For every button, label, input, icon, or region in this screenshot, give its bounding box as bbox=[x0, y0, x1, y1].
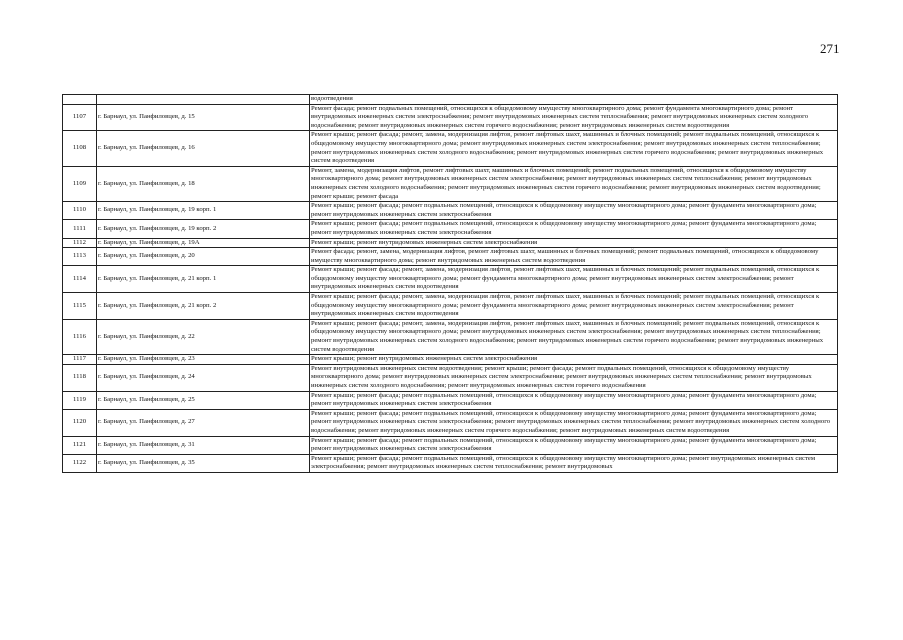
row-number: 1115 bbox=[63, 293, 97, 320]
page-number: 271 bbox=[820, 41, 840, 56]
table-row bbox=[63, 293, 838, 320]
row-works: Ремонт крыши; ремонт фасада; ремонт подвальных помещений, относящихся к общедомовому имуществу многоквартирного дома; ремонт фундамента многоквартирного дома; ремонт внутридомовых инженерных систем электроснабжения bbox=[310, 202, 838, 220]
row-address: г. Барнаул, ул. Панфиловцев, д. 16 bbox=[97, 131, 310, 166]
row-works: Ремонт крыши; ремонт внутридомовых инженерных систем электроснабжения bbox=[310, 355, 838, 365]
row-number: 1108 bbox=[63, 131, 97, 166]
row-number: 1111 bbox=[63, 220, 97, 238]
row-works: Ремонт крыши; ремонт фасада; ремонт, замена, модернизация лифтов, ремонт лифтовых шахт, машинных и блочных помещений; ремонт подвальных помещений, относящихся к общедомовому имуществу многоквартирного дома; ремонт фундамента многоквартирного дома; ремонт внутридомовых инженерных систем электроснабжения; ремонт внутридомовых инженерных систем водоотведения bbox=[310, 293, 838, 320]
row-number: 1116 bbox=[63, 319, 97, 354]
row-address: г. Барнаул, ул. Панфиловцев, д. 24 bbox=[97, 364, 310, 391]
row-works: Ремонт крыши; ремонт внутридомовых инженерных систем электроснабжения bbox=[310, 238, 838, 248]
row-address: г. Барнаул, ул. Панфиловцев, д. 19А bbox=[97, 238, 310, 248]
row-address: г. Барнаул, ул. Панфиловцев, д. 21 корп. 1 bbox=[97, 266, 310, 293]
row-works: Ремонт крыши; ремонт фасада; ремонт, замена, модернизация лифтов, ремонт лифтовых шахт, машинных и блочных помещений; ремонт подвальных помещений, относящихся к общедомовому имуществу многоквартирного дома; ремонт фундамента многоквартирного дома; ремонт внутридомовых инженерных систем электроснабжения; ремонт внутридомовых инженерных систем водоотведения bbox=[310, 266, 838, 293]
table-row bbox=[63, 391, 838, 409]
table-row bbox=[63, 454, 838, 472]
row-address bbox=[97, 95, 310, 105]
row-number: 1110 bbox=[63, 202, 97, 220]
table-row bbox=[63, 104, 838, 131]
row-works: Ремонт, замена, модернизация лифтов, ремонт лифтовых шахт, машинных и блочных помещений; ремонт подвальных помещений, относящихся к общедомовому имуществу многоквартирного дома; ремонт внутридомовых инженерных систем электроснабжения; ремонт внутридомовых инженерных систем теплоснабжения; ремонт внутридомовых инженерных систем холодного водоснабжения; ремонт внутридомовых инженерных систем горячего водоснабжения; ремонт внутридомовых инженерных систем водоотведения; ремонт крыши; ремонт фасада bbox=[310, 166, 838, 201]
table-row bbox=[63, 364, 838, 391]
row-number: 1119 bbox=[63, 391, 97, 409]
table-row bbox=[63, 95, 838, 105]
row-number: 1118 bbox=[63, 364, 97, 391]
row-number: 1114 bbox=[63, 266, 97, 293]
row-number: 1109 bbox=[63, 166, 97, 201]
row-number: 1112 bbox=[63, 238, 97, 248]
row-works: водоотведения bbox=[310, 95, 838, 105]
row-works: Ремонт крыши; ремонт фасада; ремонт, замена, модернизация лифтов, ремонт лифтовых шахт, машинных и блочных помещений; ремонт подвальных помещений, относящихся к общедомовому имуществу многоквартирного дома; ремонт внутридомовых инженерных систем электроснабжения; ремонт внутридомовых инженерных систем теплоснабжения; ремонт внутридомовых инженерных систем холодного водоснабжения; ремонт внутридомовых инженерных систем горячего водоснабжения; ремонт внутридомовых инженерных систем водоотведения bbox=[310, 131, 838, 166]
row-works: Ремонт крыши; ремонт фасада; ремонт подвальных помещений, относящихся к общедомовому имуществу многоквартирного дома; ремонт фундамента многоквартирного дома; ремонт внутридомовых инженерных систем электроснабжения bbox=[310, 436, 838, 454]
row-number: 1117 bbox=[63, 355, 97, 365]
table-body bbox=[63, 95, 838, 473]
row-address: г. Барнаул, ул. Панфиловцев, д. 21 корп. 2 bbox=[97, 293, 310, 320]
table-row bbox=[63, 355, 838, 365]
row-works: Ремонт крыши; ремонт фасада; ремонт подвальных помещений, относящихся к общедомовому имуществу многоквартирного дома; ремонт фундамента многоквартирного дома; ремонт внутридомовых инженерных систем электроснабжения; ремонт внутридомовых инженерных систем теплоснабжения; ремонт внутридомовых инженерных систем холодного водоснабжения; ремонт внутридомовых инженерных систем горячего водоснабжения; ремонт внутридомовых инженерных систем водоотведения bbox=[310, 409, 838, 436]
table-row bbox=[63, 166, 838, 201]
row-address: г. Барнаул, ул. Панфиловцев, д. 19 корп. 2 bbox=[97, 220, 310, 238]
repair-register-table bbox=[62, 94, 838, 473]
row-address: г. Барнаул, ул. Панфиловцев, д. 19 корп. 1 bbox=[97, 202, 310, 220]
row-address: г. Барнаул, ул. Панфиловцев, д. 23 bbox=[97, 355, 310, 365]
row-address: г. Барнаул, ул. Панфиловцев, д. 18 bbox=[97, 166, 310, 201]
row-works: Ремонт крыши; ремонт фасада; ремонт подвальных помещений, относящихся к общедомовому имуществу многоквартирного дома; ремонт фундамента многоквартирного дома; ремонт внутридомовых инженерных систем электроснабжения bbox=[310, 391, 838, 409]
row-address: г. Барнаул, ул. Панфиловцев, д. 22 bbox=[97, 319, 310, 354]
table-row bbox=[63, 248, 838, 266]
row-number: 1107 bbox=[63, 104, 97, 131]
row-number: 1121 bbox=[63, 436, 97, 454]
row-works: Ремонт крыши; ремонт фасада; ремонт подвальных помещений, относящихся к общедомовому имуществу многоквартирного дома; ремонт внутридомовых инженерных систем электроснабжения; ремонт внутридомовых инженерных систем теплоснабжения; ремонт внутридомовых bbox=[310, 454, 838, 472]
row-number: 1113 bbox=[63, 248, 97, 266]
table-row bbox=[63, 436, 838, 454]
row-works: Ремонт крыши; ремонт фасада; ремонт, замена, модернизация лифтов, ремонт лифтовых шахт, машинных и блочных помещений; ремонт подвальных помещений, относящихся к общедомовому имуществу многоквартирного дома; ремонт внутридомовых инженерных систем электроснабжения; ремонт внутридомовых инженерных систем теплоснабжения; ремонт внутридомовых инженерных систем холодного водоснабжения; ремонт внутридомовых инженерных систем горячего водоснабжения; ремонт внутридомовых инженерных систем водоотведения bbox=[310, 319, 838, 354]
table-row bbox=[63, 238, 838, 248]
table-row bbox=[63, 202, 838, 220]
row-number: 1122 bbox=[63, 454, 97, 472]
table-row bbox=[63, 266, 838, 293]
row-address: г. Барнаул, ул. Панфиловцев, д. 27 bbox=[97, 409, 310, 436]
row-works: Ремонт крыши; ремонт фасада; ремонт подвальных помещений, относящихся к общедомовому имуществу многоквартирного дома; ремонт фундамента многоквартирного дома; ремонт внутридомовых инженерных систем электроснабжения bbox=[310, 220, 838, 238]
row-works: Ремонт фасада; ремонт, замена, модернизация лифтов, ремонт лифтовых шахт, машинных и блочных помещений; ремонт подвальных помещений, относящихся к общедомовому имуществу многоквартирного дома; ремонт внутридомовых инженерных систем водоотведения bbox=[310, 248, 838, 266]
row-address: г. Барнаул, ул. Панфиловцев, д. 15 bbox=[97, 104, 310, 131]
row-address: г. Барнаул, ул. Панфиловцев, д. 20 bbox=[97, 248, 310, 266]
table-row bbox=[63, 409, 838, 436]
row-number bbox=[63, 95, 97, 105]
row-works: Ремонт фасада; ремонт подвальных помещений, относящихся к общедомовому имуществу многоквартирного дома; ремонт фундамента многоквартирного дома; ремонт внутридомовых инженерных систем электроснабжения; ремонт внутридомовых инженерных систем теплоснабжения; ремонт внутридомовых инженерных систем холодного водоснабжения; ремонт внутридомовых инженерных систем горячего водоснабжения; ремонт внутридомовых инженерных систем водоотведения bbox=[310, 104, 838, 131]
row-number: 1120 bbox=[63, 409, 97, 436]
row-works: Ремонт внутридомовых инженерных систем водоотведения; ремонт крыши; ремонт фасада; ремонт подвальных помещений, относящихся к общедомовому имуществу многоквартирного дома; ремонт внутридомовых инженерных систем электроснабжения; ремонт внутридомовых инженерных систем теплоснабжения; ремонт внутридомовых инженерных систем холодного водоснабжения; ремонт внутридомовых инженерных систем горячего водоснабжения bbox=[310, 364, 838, 391]
table-row bbox=[63, 319, 838, 354]
row-address: г. Барнаул, ул. Панфиловцев, д. 25 bbox=[97, 391, 310, 409]
row-address: г. Барнаул, ул. Панфиловцев, д. 35 bbox=[97, 454, 310, 472]
table-row bbox=[63, 220, 838, 238]
row-address: г. Барнаул, ул. Панфиловцев, д. 31 bbox=[97, 436, 310, 454]
table-row bbox=[63, 131, 838, 166]
